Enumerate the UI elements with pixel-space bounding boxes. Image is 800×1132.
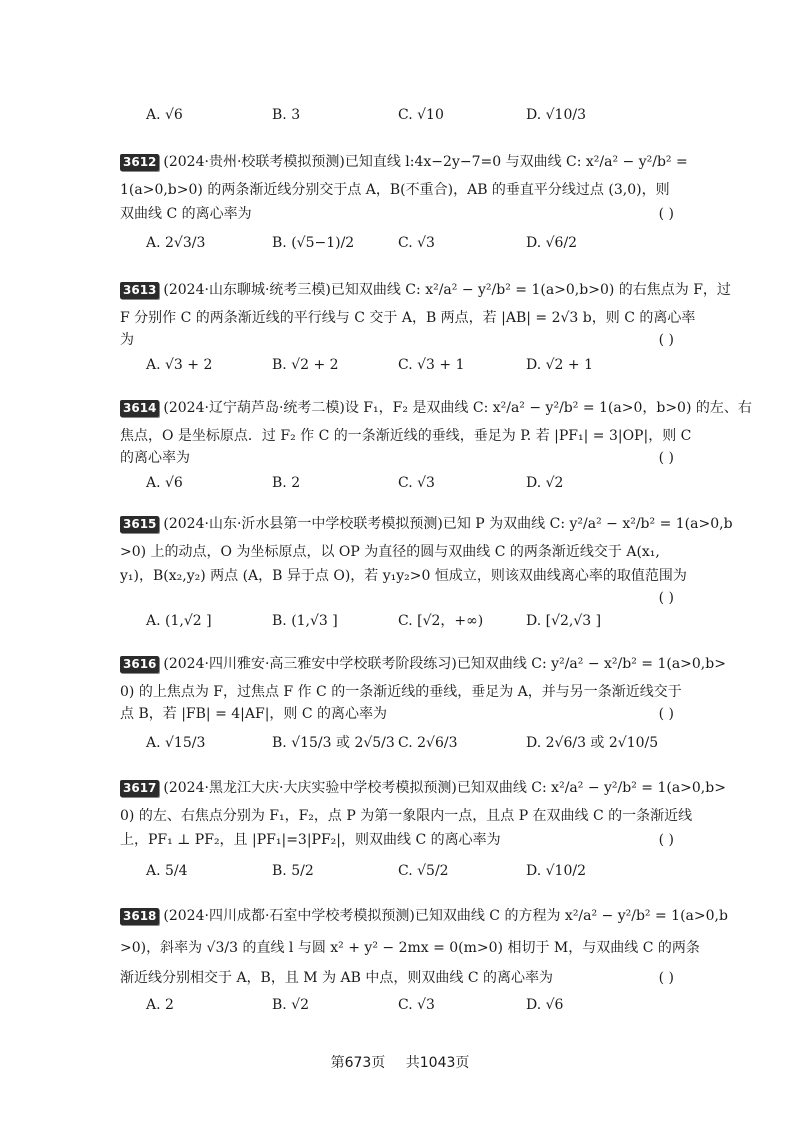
option-a: A. 5/4 [146, 863, 188, 879]
answer-blank: ( ) [658, 450, 674, 466]
question-text: 焦点，O 是坐标原点．过 F₂ 作 C 的一条渐近线的垂线，垂足为 P. 若 |PF₁| = 3|OP|，则 C [120, 428, 692, 444]
question-line [120, 178, 674, 202]
option-a: A. √6 [146, 107, 183, 123]
question-text: 的离心率为 [120, 450, 190, 466]
question-line [120, 564, 687, 588]
options-row [146, 102, 674, 128]
answer-blank: ( ) [658, 332, 674, 348]
question-line [120, 446, 674, 470]
question-line [120, 202, 674, 226]
question-line [120, 278, 731, 302]
option-b: B. √15/3 或 2√5/3 [272, 735, 395, 751]
question-text: 双曲线 C 的离心率为 [120, 206, 252, 222]
answer-blank: ( ) [658, 590, 674, 606]
question-text: 上，PF₁ ⊥ PF₂，且 |PF₁|=3|PF₂|，则双曲线 C 的离心率为 [120, 832, 501, 848]
question-text: >0)，斜率为 √3/3 的直线 l 与圆 x² + y² − 2mx = 0(m>0) 相切于 M，与双曲线 C 的两条 [120, 940, 700, 956]
option-b: B. 5/2 [272, 863, 314, 879]
question-text: 点 B，若 |FB| = 4|AF|，则 C 的离心率为 [120, 706, 388, 722]
option-b: B. (1,√3 ] [272, 613, 338, 629]
question-text: y₁)，B(x₂,y₂) 两点 (A，B 异于点 O)，若 y₁y₂>0 恒成立，则该双曲线离心率的取值范围为 [120, 568, 687, 584]
question-line [120, 702, 674, 726]
option-a: A. √3 + 2 [146, 357, 213, 373]
question-line [120, 804, 693, 828]
option-b: B. (√5−1)/2 [272, 235, 355, 251]
option-d: D. √6 [526, 997, 564, 1013]
question-text: (2024·四川成都·石室中学校考模拟预测)已知双曲线 C 的方程为 x²/a² − y²/b² = 1(a>0,b [163, 908, 728, 924]
question-text: 0) 的左、右焦点分别为 F₁，F₂，点 P 为第一象限内一点，且点 P 在双曲线 C 的一条渐近线 [120, 808, 693, 824]
question-text: 为 [120, 332, 134, 348]
option-d: D. 2√6/3 或 2√10/5 [526, 735, 659, 751]
page-number: 第673页 [330, 1055, 386, 1071]
option-c: C. √3 [398, 235, 435, 251]
question-text: (2024·山东·沂水县第一中学校联考模拟预测)已知 P 为双曲线 C: y²/a² − x²/b² = 1(a>0,b [163, 516, 733, 532]
question-text: (2024·辽宁葫芦岛·统考二模)设 F₁，F₂ 是双曲线 C: x²/a² − y²/b² = 1(a>0，b>0) 的左、右 [163, 400, 752, 416]
question-line [120, 424, 692, 448]
options-row [146, 352, 674, 378]
option-d: D. √6/2 [526, 235, 578, 251]
question-line [120, 306, 696, 330]
option-c: C. [√2，+∞) [398, 613, 484, 629]
question-number: 3615 [120, 516, 159, 533]
option-d: D. √2 + 1 [526, 357, 593, 373]
question-text: (2024·黑龙江大庆·大庆实验中学校考模拟预测)已知双曲线 C: x²/a² − y²/b² = 1(a>0,b> [163, 780, 726, 796]
option-a: A. √6 [146, 475, 183, 491]
question-line [120, 150, 688, 174]
option-d: D. √10/2 [526, 863, 586, 879]
option-b: B. 2 [272, 475, 301, 491]
question-text: (2024·四川雅安·高三雅安中学校联考阶段练习)已知双曲线 C: y²/a² − x²/b² = 1(a>0,b> [163, 656, 726, 672]
question-number: 3616 [120, 656, 159, 673]
option-a: A. √15/3 [146, 735, 206, 751]
answer-blank: ( ) [658, 706, 674, 722]
question-line [120, 776, 726, 800]
question-line [120, 680, 682, 704]
options-row [146, 470, 674, 496]
question-text: 渐近线分别相交于 A，B，且 M 为 AB 中点，则双曲线 C 的离心率为 [120, 970, 553, 986]
option-d: D. √2 [526, 475, 564, 491]
question-number: 3617 [120, 780, 159, 797]
option-b: B. √2 + 2 [272, 357, 339, 373]
option-b: B. 3 [272, 107, 301, 123]
question-line [120, 966, 674, 990]
option-d: D. [√2,√3 ] [526, 613, 602, 629]
question-number: 3612 [120, 154, 159, 171]
answer-blank: ( ) [658, 206, 674, 222]
question-text: (2024·山东聊城·统考三模)已知双曲线 C: x²/a² − y²/b² = 1(a>0,b>0) 的右焦点为 F，过 [163, 282, 731, 298]
question-line [120, 540, 674, 564]
options-row [146, 608, 674, 634]
question-line [120, 328, 674, 352]
options-row [146, 858, 674, 884]
option-c: C. √3 [398, 997, 435, 1013]
question-number: 3613 [120, 282, 159, 299]
question-line [120, 828, 674, 852]
answer-blank: ( ) [658, 832, 674, 848]
page-footer [0, 1052, 800, 1072]
question-line [120, 396, 752, 420]
page-total: 共1043页 [405, 1055, 470, 1071]
question-line [120, 652, 726, 676]
question-line [120, 936, 700, 960]
option-b: B. √2 [272, 997, 310, 1013]
question-text: F 分别作 C 的两条渐近线的平行线与 C 交于 A，B 两点，若 |AB| = 2√3 b，则 C 的离心率 [120, 310, 696, 326]
option-c: C. √3 + 1 [398, 357, 465, 373]
options-row [146, 230, 674, 256]
option-a: A. 2 [146, 997, 174, 1013]
answer-blank: ( ) [658, 970, 674, 986]
options-row [146, 730, 674, 756]
option-c: C. √3 [398, 475, 435, 491]
option-c: C. √5/2 [398, 863, 449, 879]
question-text: >0) 上的动点，O 为坐标原点，以 OP 为直径的圆与双曲线 C 的两条渐近线交于 A(x₁, [120, 544, 660, 560]
option-d: D. √10/3 [526, 107, 586, 123]
question-line [120, 512, 733, 536]
option-c: C. 2√6/3 [398, 735, 458, 751]
question-number: 3618 [120, 908, 159, 925]
question-text: (2024·贵州·校联考模拟预测)已知直线 l:4x−2y−7=0 与双曲线 C: x²/a² − y²/b² = [163, 154, 688, 170]
option-c: C. √10 [398, 107, 444, 123]
options-row [146, 992, 674, 1018]
option-a: A. (1,√2 ] [146, 613, 212, 629]
question-number: 3614 [120, 400, 159, 417]
option-a: A. 2√3/3 [146, 235, 206, 251]
question-text: 0) 的上焦点为 F，过焦点 F 作 C 的一条渐近线的垂线，垂足为 A，并与另一条渐近线交于 [120, 684, 682, 700]
question-line [120, 904, 728, 928]
question-text: 1(a>0,b>0) 的两条渐近线分别交于点 A，B(不重合)，AB 的垂直平分线过点 (3,0)，则 [120, 182, 670, 198]
